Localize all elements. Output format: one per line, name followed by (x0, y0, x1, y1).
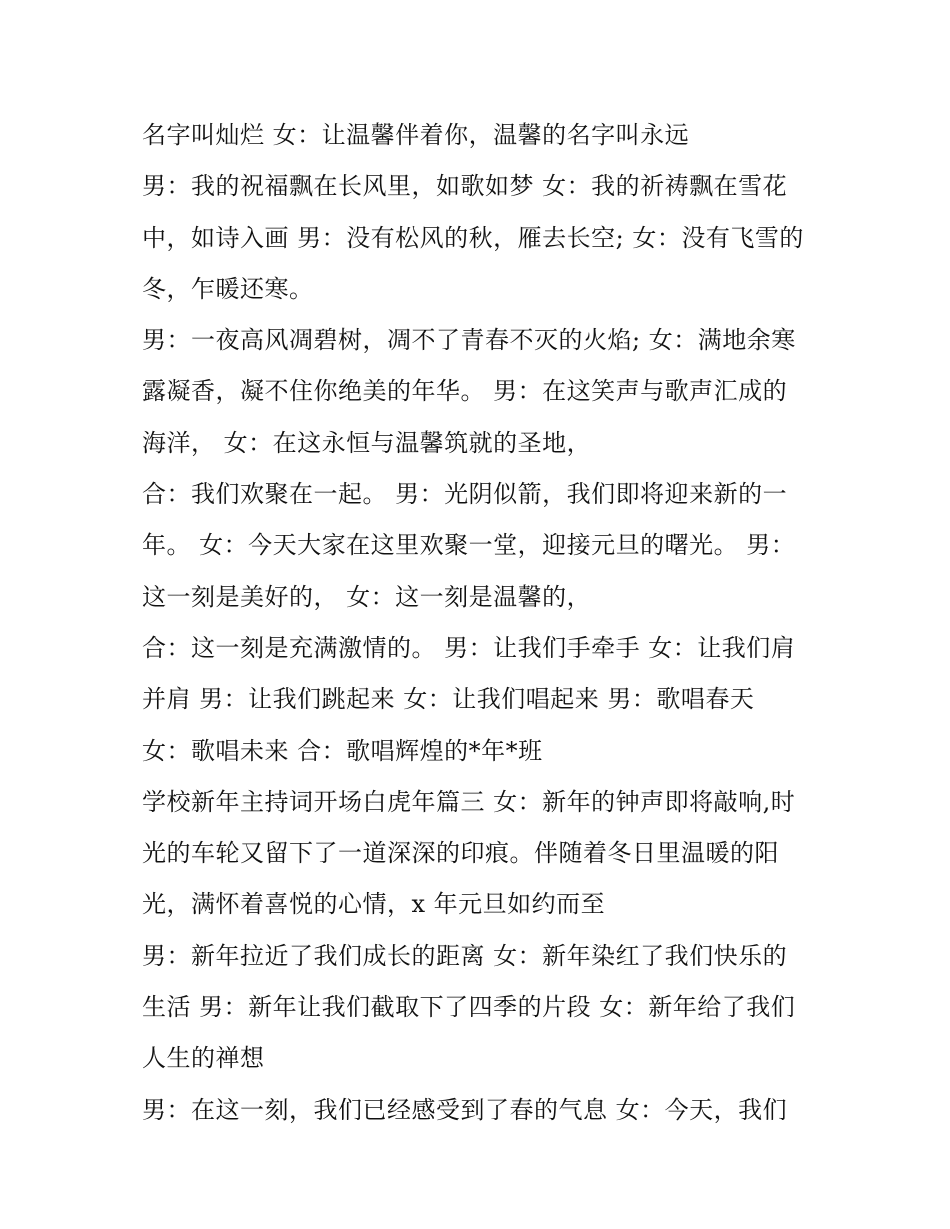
text-line: 冬，乍暖还寒。 (142, 274, 314, 303)
text-line: 露凝香，凝不住你绝美的年华。 男：在这笑声与歌声汇成的 (142, 377, 788, 406)
text-line: 海洋， 女：在这永恒与温馨筑就的圣地， (142, 428, 592, 457)
text-line: 学校新年主持词开场白虎年篇三 女：新年的钟声即将敲响,时 (142, 787, 796, 816)
text-line: 男：一夜高风凋碧树，凋不了青春不灭的火焰; 女：满地余寒 (142, 326, 796, 355)
text-line: 年。 女：今天大家在这里欢聚一堂，迎接元旦的曙光。 男： (142, 531, 796, 560)
text-line: 人生的禅想 (142, 1044, 265, 1073)
text-line: 男：我的祝福飘在长风里，如歌如梦 女：我的祈祷飘在雪花 (142, 172, 788, 201)
text-line: 光的车轮又留下了一道深深的印痕。伴随着冬日里温暖的阳 (142, 839, 779, 868)
text-line: 名字叫灿烂 女：让温馨伴着你，温馨的名字叫永远 (142, 121, 690, 149)
text-line: 男：在这一刻，我们已经感受到了春的气息 女：今天，我们 (142, 1095, 788, 1124)
text-line: 合：我们欢聚在一起。 男：光阴似箭，我们即将迎来新的一 (142, 480, 788, 509)
text-line: 生活 男：新年让我们截取下了四季的片段 女：新年给了我们 (142, 993, 796, 1022)
text-line: 并肩 男：让我们跳起来 女：让我们唱起来 男：歌唱春天 (142, 685, 755, 714)
text-line: 女：歌唱未来 合：歌唱辉煌的*年*班 (142, 736, 543, 765)
text-line: 光，满怀着喜悦的心情，x 年元旦如约而至 (142, 890, 606, 919)
document-body (142, 110, 842, 1136)
text-line: 这一刻是美好的， 女：这一刻是温馨的， (142, 582, 592, 611)
text-line: 合：这一刻是充满激情的。 男：让我们手牵手 女：让我们肩 (142, 633, 796, 662)
text-line: 男：新年拉近了我们成长的距离 女：新年染红了我们快乐的 (142, 941, 788, 970)
text-line: 中，如诗入画 男：没有松风的秋，雁去长空; 女：没有飞雪的 (142, 223, 804, 252)
